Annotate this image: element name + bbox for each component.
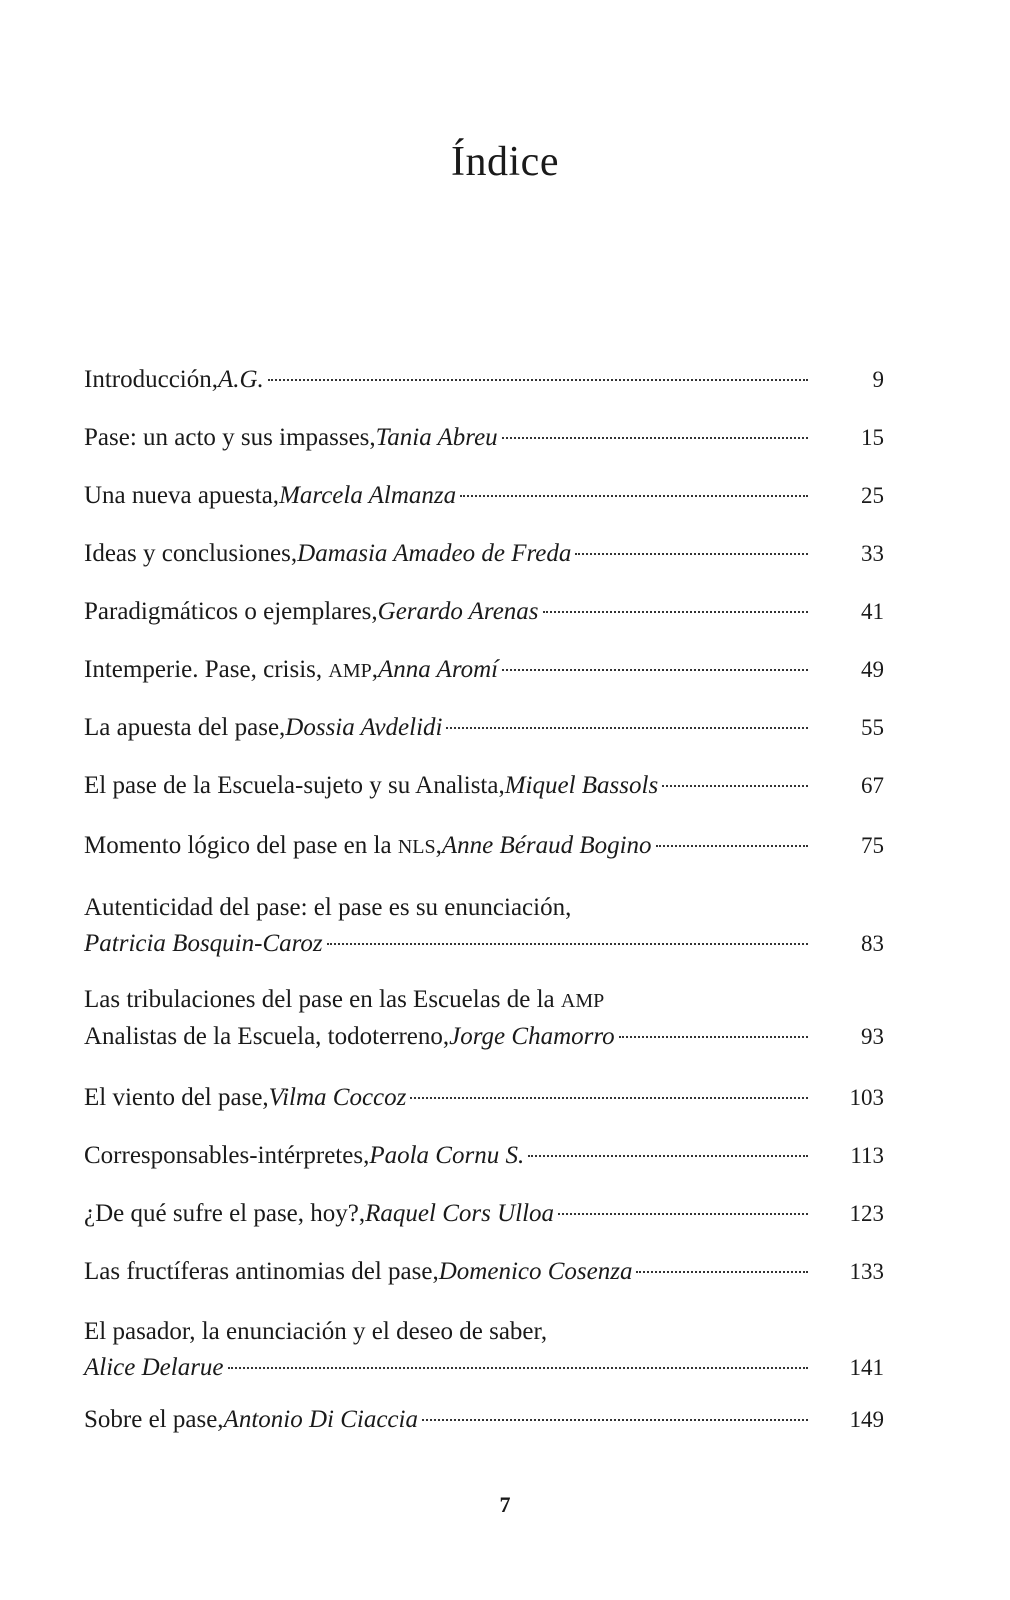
entry-author: Dossia Avdelidi [285, 714, 443, 741]
dot-leader [575, 552, 808, 555]
dot-leader [636, 1270, 808, 1273]
entry-title: ¿De qué sufre el pase, hoy?, [84, 1200, 366, 1227]
entry-title: Introducción, [84, 366, 218, 393]
entry-author: Domenico Cosenza [438, 1258, 633, 1285]
entry-title: La apuesta del pase, [84, 714, 286, 741]
entry-page-number: 83 [861, 931, 884, 956]
dot-leader [656, 844, 808, 847]
toc-entry [84, 982, 884, 1055]
entry-page-number: 103 [849, 1085, 884, 1110]
entry-page-number: 15 [861, 425, 884, 450]
dot-leader [327, 942, 808, 945]
entry-page-number: 75 [861, 833, 884, 858]
entry-title: Una nueva apuesta, [84, 482, 280, 509]
entry-title: Autenticidad del pase: el pase es su enunciación, [84, 894, 572, 921]
entry-author: Tania Abreu [375, 424, 498, 451]
toc-entry [84, 1314, 884, 1386]
toc-entry [84, 710, 884, 746]
toc-entry [84, 362, 884, 398]
dot-leader [662, 784, 808, 787]
toc-entry [84, 1402, 884, 1438]
entry-author: Jorge Chamorro [449, 1023, 615, 1050]
entry-title: El pase de la Escuela-sujeto y su Analista, [84, 772, 505, 799]
toc-entry [84, 768, 884, 804]
entry-title: Sobre el pase, [84, 1406, 224, 1433]
entry-title: El pasador, la enunciación y el deseo de saber, [84, 1318, 548, 1345]
entry-title: Intemperie. Pase, crisis, AMP, [84, 656, 378, 683]
entry-title-line: Las tribulaciones del pase en las Escuelas de la AMP [84, 986, 605, 1013]
entry-title: Paradigmáticos o ejemplares, [84, 598, 378, 625]
dot-leader [228, 1366, 808, 1369]
entry-page-number: 67 [861, 773, 884, 798]
entry-page-number: 149 [849, 1407, 884, 1432]
entry-title: Pase: un acto y sus impasses, [84, 424, 376, 451]
entry-title: Corresponsables-intérpretes, [84, 1142, 370, 1169]
page-title: Índice [451, 139, 559, 185]
entry-author: Paola Cornu S. [369, 1142, 525, 1169]
entry-title: Momento lógico del pase en la NLS, [84, 832, 442, 859]
toc-entry [84, 1254, 884, 1290]
toc-entry [84, 828, 884, 865]
toc-entry [84, 478, 884, 514]
entry-author: Marcela Almanza [279, 482, 457, 509]
entry-page-number: 141 [849, 1355, 884, 1380]
entry-author: Damasia Amadeo de Freda [297, 540, 572, 567]
page-number: 7 [499, 1492, 511, 1517]
entry-page-number: 113 [850, 1143, 884, 1168]
entry-title: Las fructíferas antinomias del pase, [84, 1258, 439, 1285]
toc-entry [84, 536, 884, 572]
dot-leader [502, 668, 808, 671]
toc-entry [84, 420, 884, 456]
entry-title: Analistas de la Escuela, todoterreno, [84, 1023, 450, 1050]
dot-leader [446, 726, 808, 729]
entry-author: Alice Delarue [84, 1354, 224, 1381]
entry-author: Raquel Cors Ulloa [365, 1200, 555, 1227]
entry-title: Ideas y conclusiones, [84, 540, 298, 567]
dot-leader [268, 378, 808, 381]
entry-page-number: 25 [861, 483, 884, 508]
dot-leader [619, 1035, 808, 1038]
entry-page-number: 123 [849, 1201, 884, 1226]
toc-entry [84, 652, 884, 689]
toc-entry [84, 890, 884, 962]
entry-author: Gerardo Arenas [377, 598, 539, 625]
dot-leader [543, 610, 808, 613]
entry-author: Vilma Coccoz [268, 1084, 407, 1111]
dot-leader [502, 436, 808, 439]
entry-page-number: 49 [861, 657, 884, 682]
entry-page-number: 33 [861, 541, 884, 566]
toc-entry [84, 1196, 884, 1232]
dot-leader [558, 1212, 808, 1215]
entry-author: Miquel Bassols [504, 772, 659, 799]
entry-author: Antonio Di Ciaccia [223, 1406, 418, 1433]
entry-author: Patricia Bosquin-Caroz [84, 930, 323, 957]
entry-page-number: 93 [861, 1024, 884, 1049]
toc-entry [84, 1138, 884, 1174]
entry-page-number: 41 [861, 599, 884, 624]
toc-entry [84, 1080, 884, 1116]
entry-author: Anna Aromí [377, 656, 499, 683]
entry-author: A.G. [217, 366, 264, 393]
entry-author: Anne Béraud Bogino [441, 832, 652, 859]
entry-page-number: 55 [861, 715, 884, 740]
dot-leader [460, 494, 808, 497]
dot-leader [422, 1418, 808, 1421]
entry-page-number: 9 [872, 367, 884, 392]
entry-page-number: 133 [849, 1259, 884, 1284]
dot-leader [528, 1154, 808, 1157]
toc-entry [84, 594, 884, 630]
entry-title: El viento del pase, [84, 1084, 269, 1111]
dot-leader [410, 1096, 808, 1099]
